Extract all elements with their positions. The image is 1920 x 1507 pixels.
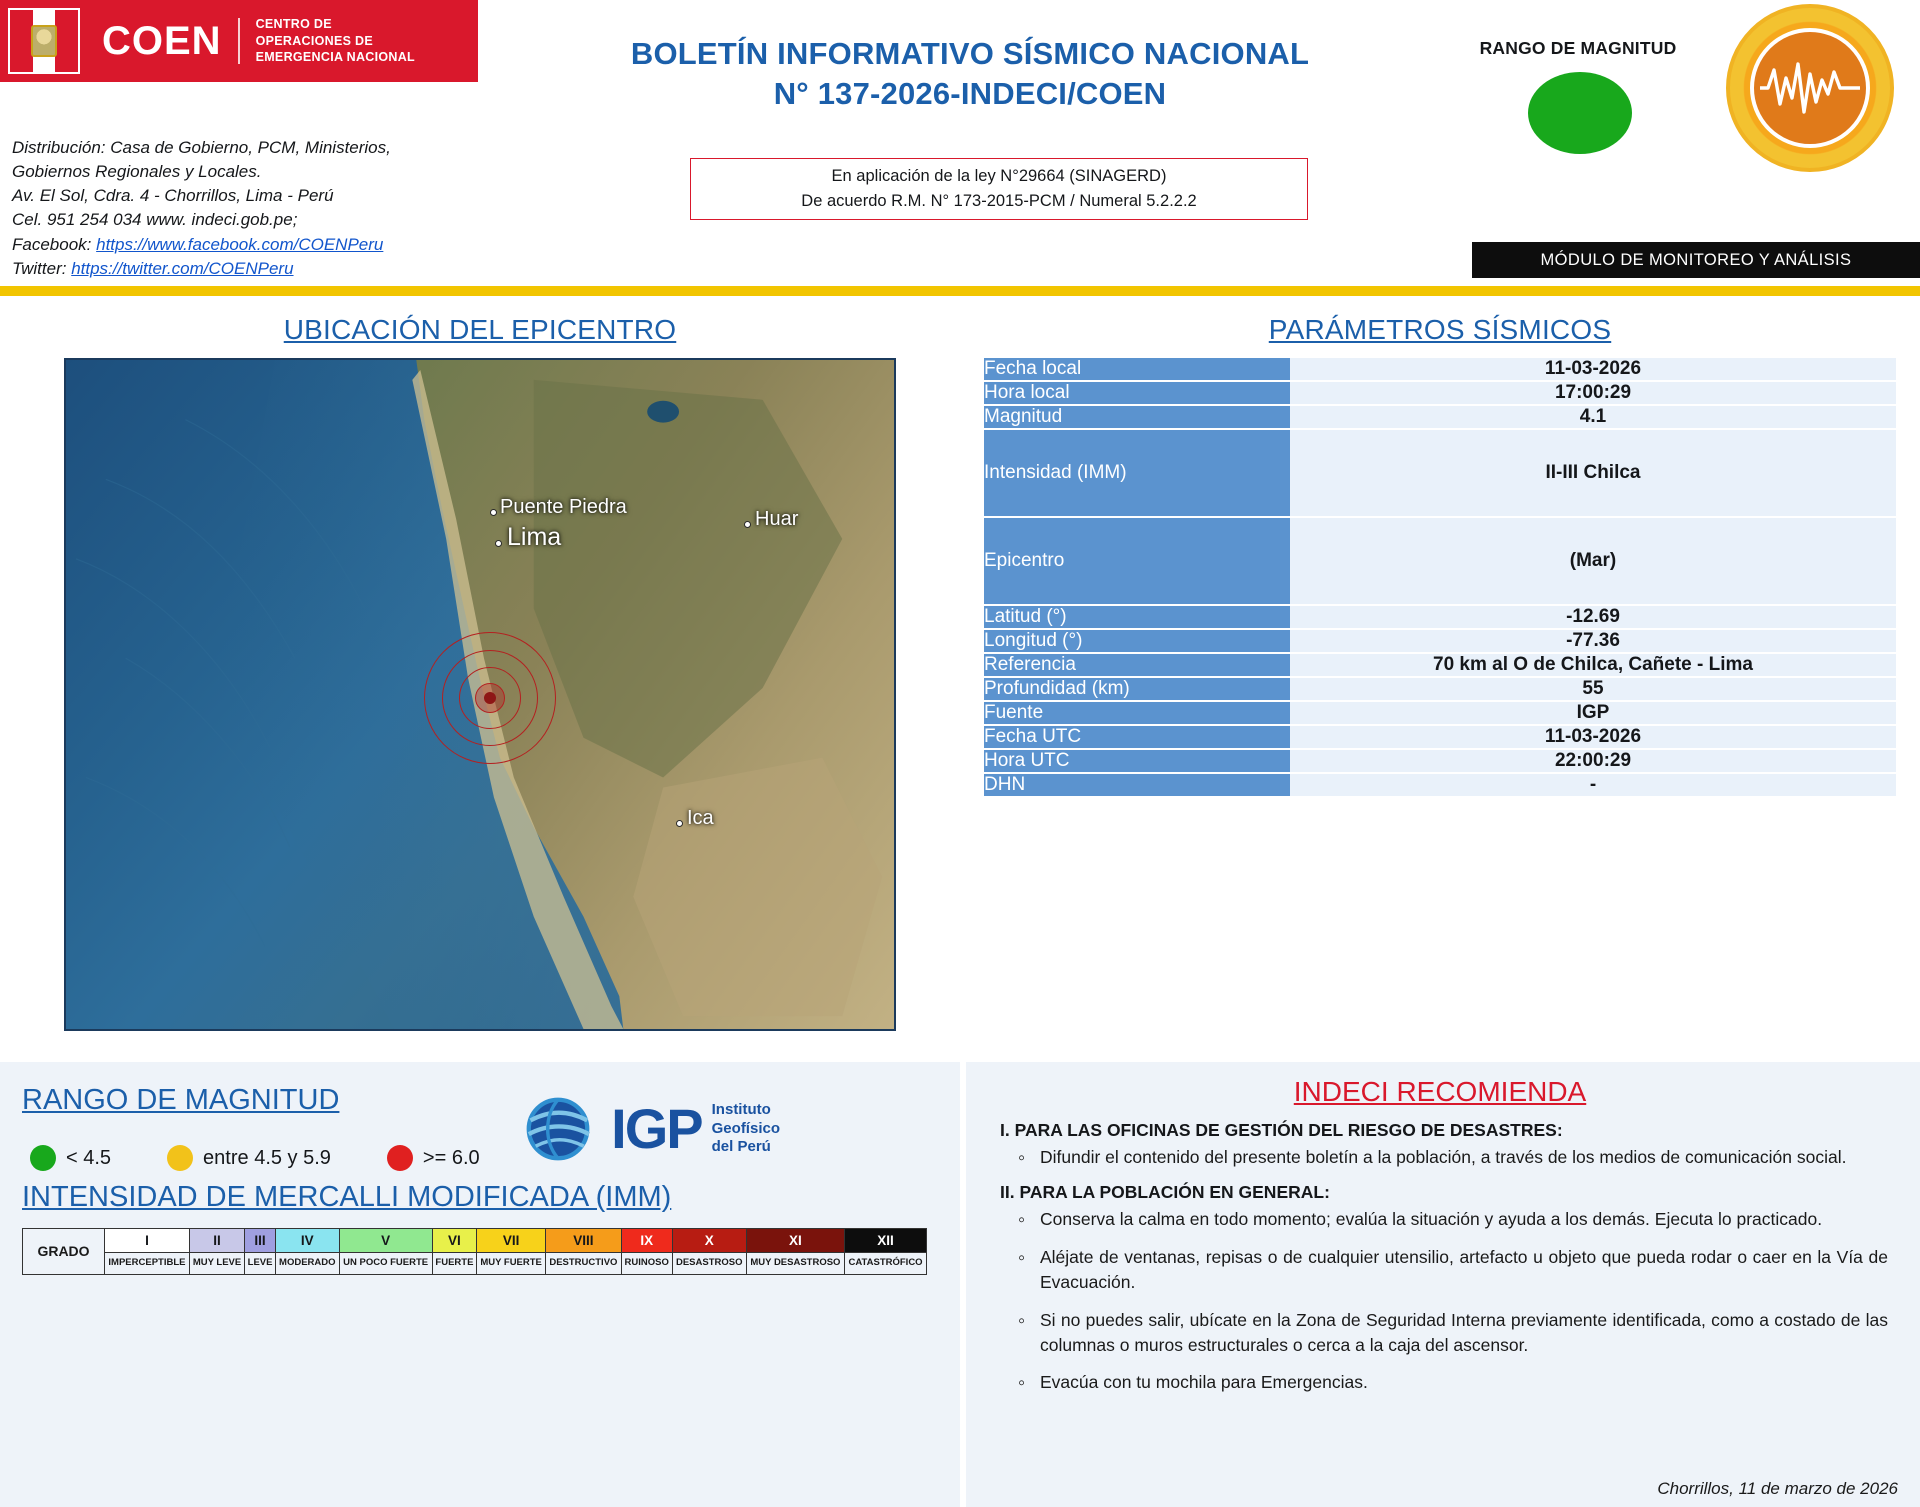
- coen-wordmark: COEN: [102, 18, 222, 63]
- param-label: Fuente: [984, 701, 1290, 725]
- imm-name: RUINOSO: [621, 1253, 672, 1275]
- param-label: DHN: [984, 773, 1290, 797]
- table-row: [984, 701, 1896, 725]
- param-value: IGP: [1290, 701, 1896, 725]
- imm-name: IMPERCEPTIBLE: [105, 1253, 190, 1275]
- magnitude-range-header-label: RANGO DE MAGNITUD: [1479, 38, 1677, 58]
- distribution-block: [12, 136, 482, 281]
- legend-item: [30, 1145, 111, 1171]
- imm-name-row: [23, 1253, 927, 1275]
- peru-flag-logo: [8, 8, 80, 74]
- legal-basis-box: [690, 158, 1308, 220]
- igp-logo: [515, 1086, 780, 1172]
- city-dot-ica: [676, 820, 683, 827]
- table-row: [984, 653, 1896, 677]
- table-row: [984, 677, 1896, 701]
- param-value: 4.1: [1290, 405, 1896, 429]
- table-row: [984, 725, 1896, 749]
- recommendations-list-1: [984, 1145, 1896, 1170]
- distribution-line-2: Gobiernos Regionales y Locales.: [12, 162, 262, 182]
- imm-name: LEVE: [245, 1253, 276, 1275]
- imm-num: XII: [845, 1229, 927, 1253]
- distribution-line-1: Distribución: Casa de Gobierno, PCM, Ministerios,: [12, 138, 391, 157]
- city-dot-huar: [744, 521, 751, 528]
- param-label: Hora local: [984, 381, 1290, 405]
- recommendations-heading-2: II. PARA LA POBLACIÓN EN GENERAL:: [1000, 1182, 1330, 1203]
- coen-full-name-line2: OPERACIONES DE: [255, 33, 373, 48]
- address-line: Av. El Sol, Cdra. 4 - Chorrillos, Lima - Perú: [12, 186, 334, 206]
- brand-divider: [238, 18, 240, 64]
- param-label: Profundidad (km): [984, 677, 1290, 701]
- igp-subtitle-line2: Geofísico: [711, 1119, 780, 1137]
- magnitude-range-indicator: [1528, 72, 1632, 154]
- legal-basis-line1: En aplicación de la ley N°29664 (SINAGERD): [831, 167, 1167, 186]
- param-label: Epicentro: [984, 517, 1290, 605]
- imm-name: DESTRUCTIVO: [546, 1253, 622, 1275]
- param-value: 17:00:29: [1290, 381, 1896, 405]
- city-dot-lima: [495, 540, 502, 547]
- table-row: [984, 773, 1896, 797]
- param-label: Magnitud: [984, 405, 1290, 429]
- map-section-title: UBICACIÓN DEL EPICENTRO: [283, 314, 677, 345]
- page-title-line2: N° 137-2026-INDECI/COEN: [773, 75, 1167, 111]
- param-label: Hora UTC: [984, 749, 1290, 773]
- table-row: [984, 405, 1896, 429]
- twitter-link[interactable]: https://twitter.com/COENPeru: [71, 258, 294, 278]
- params-column: [960, 296, 1920, 1056]
- param-label: Fecha local: [984, 358, 1290, 381]
- facebook-line: [12, 233, 482, 257]
- phone-web-line: Cel. 951 254 034 www. indeci.gob.pe;: [12, 210, 298, 230]
- coen-full-name-line3: EMERGENCIA NACIONAL: [255, 50, 415, 65]
- magnitude-range-title: RANGO DE MAGNITUD: [22, 1084, 340, 1116]
- header: [0, 0, 1920, 286]
- coen-brand-band: [0, 0, 478, 82]
- list-item: ◦ Conserva la calma en todo momento; evalúa la situación y ayuda a los demás. Ejecuta lo practicado.: [1040, 1207, 1888, 1232]
- epicenter-marker: [420, 628, 560, 768]
- igp-globe-icon: [515, 1086, 601, 1172]
- imm-num: III: [245, 1229, 276, 1253]
- facebook-link[interactable]: https://www.facebook.com/COENPeru: [96, 234, 384, 254]
- table-row: [984, 429, 1896, 517]
- table-row: [984, 629, 1896, 653]
- top-content: [0, 296, 1920, 1056]
- imm-name: FUERTE: [432, 1253, 476, 1275]
- legend-panel: [0, 1062, 960, 1507]
- imm-num: X: [672, 1229, 746, 1253]
- legend-dot-green-icon: [30, 1145, 56, 1171]
- param-label: Fecha UTC: [984, 725, 1290, 749]
- imm-num: II: [189, 1229, 244, 1253]
- param-value: 11-03-2026: [1290, 725, 1896, 749]
- table-row: [984, 381, 1896, 405]
- table-row: [984, 358, 1896, 381]
- seismograph-badge-inner: [1750, 28, 1870, 148]
- param-value: -77.36: [1290, 629, 1896, 653]
- city-label-lima: Lima: [507, 523, 562, 551]
- waveform-icon: [1758, 58, 1862, 118]
- imm-num: VI: [432, 1229, 476, 1253]
- city-label-huar: Huar: [755, 508, 799, 530]
- param-value: -12.69: [1290, 605, 1896, 629]
- signature-line: Chorrillos, 11 de marzo de 2026: [1657, 1479, 1898, 1498]
- epicenter-map[interactable]: [64, 358, 896, 1031]
- imm-title: INTENSIDAD DE MERCALLI MODIFICADA (IMM): [22, 1181, 672, 1213]
- imm-num: XI: [746, 1229, 844, 1253]
- imm-name: MUY FUERTE: [477, 1253, 546, 1275]
- imm-degree-row: [23, 1229, 927, 1253]
- recommendations-heading-1: I. PARA LAS OFICINAS DE GESTIÓN DEL RIESGO DE DESASTRES:: [1000, 1120, 1563, 1140]
- legend-item: [387, 1145, 480, 1171]
- page-title: [520, 34, 1420, 113]
- magnitude-legend: [30, 1145, 938, 1171]
- param-label: Latitud (°): [984, 605, 1290, 629]
- city-label-puente-piedra: Puente Piedra: [500, 496, 627, 518]
- imm-num: VII: [477, 1229, 546, 1253]
- igp-subtitle-line3: del Perú: [711, 1138, 771, 1156]
- table-row: [984, 605, 1896, 629]
- imm-grado-label: GRADO: [23, 1229, 105, 1275]
- imm-name: MUY DESASTROSO: [746, 1253, 844, 1275]
- imm-num: V: [339, 1229, 432, 1253]
- legal-basis-line2: De acuerdo R.M. N° 173-2015-PCM / Numeral 5.2.2.2: [801, 192, 1197, 210]
- table-row: [984, 517, 1896, 605]
- facebook-label: Facebook:: [12, 234, 92, 254]
- param-label: Longitud (°): [984, 629, 1290, 653]
- recommendations-list-2: [984, 1207, 1896, 1395]
- param-label: Intensidad (IMM): [984, 429, 1290, 517]
- igp-subtitle-line1: Instituto: [711, 1100, 771, 1118]
- legend-label: >= 6.0: [422, 1146, 480, 1169]
- coen-full-name: [256, 16, 415, 67]
- list-item: ◦ Difundir el contenido del presente boletín a la población, a través de los medios de comunicación social.: [1040, 1145, 1888, 1170]
- twitter-line: [12, 257, 482, 281]
- param-value: 55: [1290, 677, 1896, 701]
- param-value: (Mar): [1290, 517, 1896, 605]
- coen-full-name-line1: CENTRO DE: [255, 16, 332, 31]
- igp-subtitle: [712, 1101, 780, 1157]
- param-label: Referencia: [984, 653, 1290, 677]
- epicenter-center-dot: [484, 692, 496, 704]
- params-section-title: PARÁMETROS SÍSMICOS: [1268, 314, 1612, 345]
- list-item: ◦ Evacúa con tu mochila para Emergencias.: [1040, 1370, 1888, 1395]
- recommendations-title: INDECI RECOMIENDA: [1293, 1076, 1587, 1107]
- imm-num: IV: [275, 1229, 339, 1253]
- list-item: ◦ Si no puedes salir, ubícate en la Zona de Seguridad Interna previamente identificada, como a costado de las columnas o muros estructurales o cerca a la caja del ascensor.: [1040, 1308, 1888, 1359]
- param-value: -: [1290, 773, 1896, 797]
- page-title-line1: BOLETÍN INFORMATIVO SÍSMICO NACIONAL: [630, 36, 1310, 71]
- table-row: [984, 749, 1896, 773]
- bottom-content: [0, 1062, 1920, 1507]
- recommendations-panel: [960, 1062, 1920, 1507]
- imm-name: MODERADO: [275, 1253, 339, 1275]
- param-value: 22:00:29: [1290, 749, 1896, 773]
- param-value: 70 km al O de Chilca, Cañete - Lima: [1290, 653, 1896, 677]
- imm-name: UN POCO FUERTE: [339, 1253, 432, 1275]
- map-column: [0, 296, 960, 1056]
- twitter-label: Twitter:: [12, 258, 67, 278]
- legend-label: entre 4.5 y 5.9: [203, 1146, 331, 1169]
- imm-name: CATASTRÓFICO: [845, 1253, 927, 1275]
- param-value: 11-03-2026: [1290, 358, 1896, 381]
- imm-name: MUY LEVE: [189, 1253, 244, 1275]
- imm-num: IX: [621, 1229, 672, 1253]
- mercalli-intensity-table: [22, 1228, 927, 1275]
- imm-num: VIII: [546, 1229, 622, 1253]
- legend-dot-yellow-icon: [167, 1145, 193, 1171]
- param-value: II-III Chilca: [1290, 429, 1896, 517]
- legend-dot-red-icon: [387, 1145, 413, 1171]
- imm-name: DESASTROSO: [672, 1253, 746, 1275]
- imm-num: I: [105, 1229, 190, 1253]
- list-item: ◦ Aléjate de ventanas, repisas o de cualquier utensilio, artefacto u objeto que pueda rodar o caer en la Vía de Evacuación.: [1040, 1245, 1888, 1296]
- legend-item: [167, 1145, 331, 1171]
- igp-wordmark: IGP: [611, 1097, 702, 1160]
- seismic-parameters-table: [984, 358, 1896, 798]
- city-dot-puente-piedra: [490, 509, 497, 516]
- seismograph-badge: [1726, 4, 1894, 172]
- gold-divider: [0, 286, 1920, 296]
- legend-label: < 4.5: [66, 1146, 112, 1169]
- module-band: MÓDULO DE MONITOREO Y ANÁLISIS: [1472, 242, 1920, 278]
- city-label-ica: Ica: [687, 807, 714, 829]
